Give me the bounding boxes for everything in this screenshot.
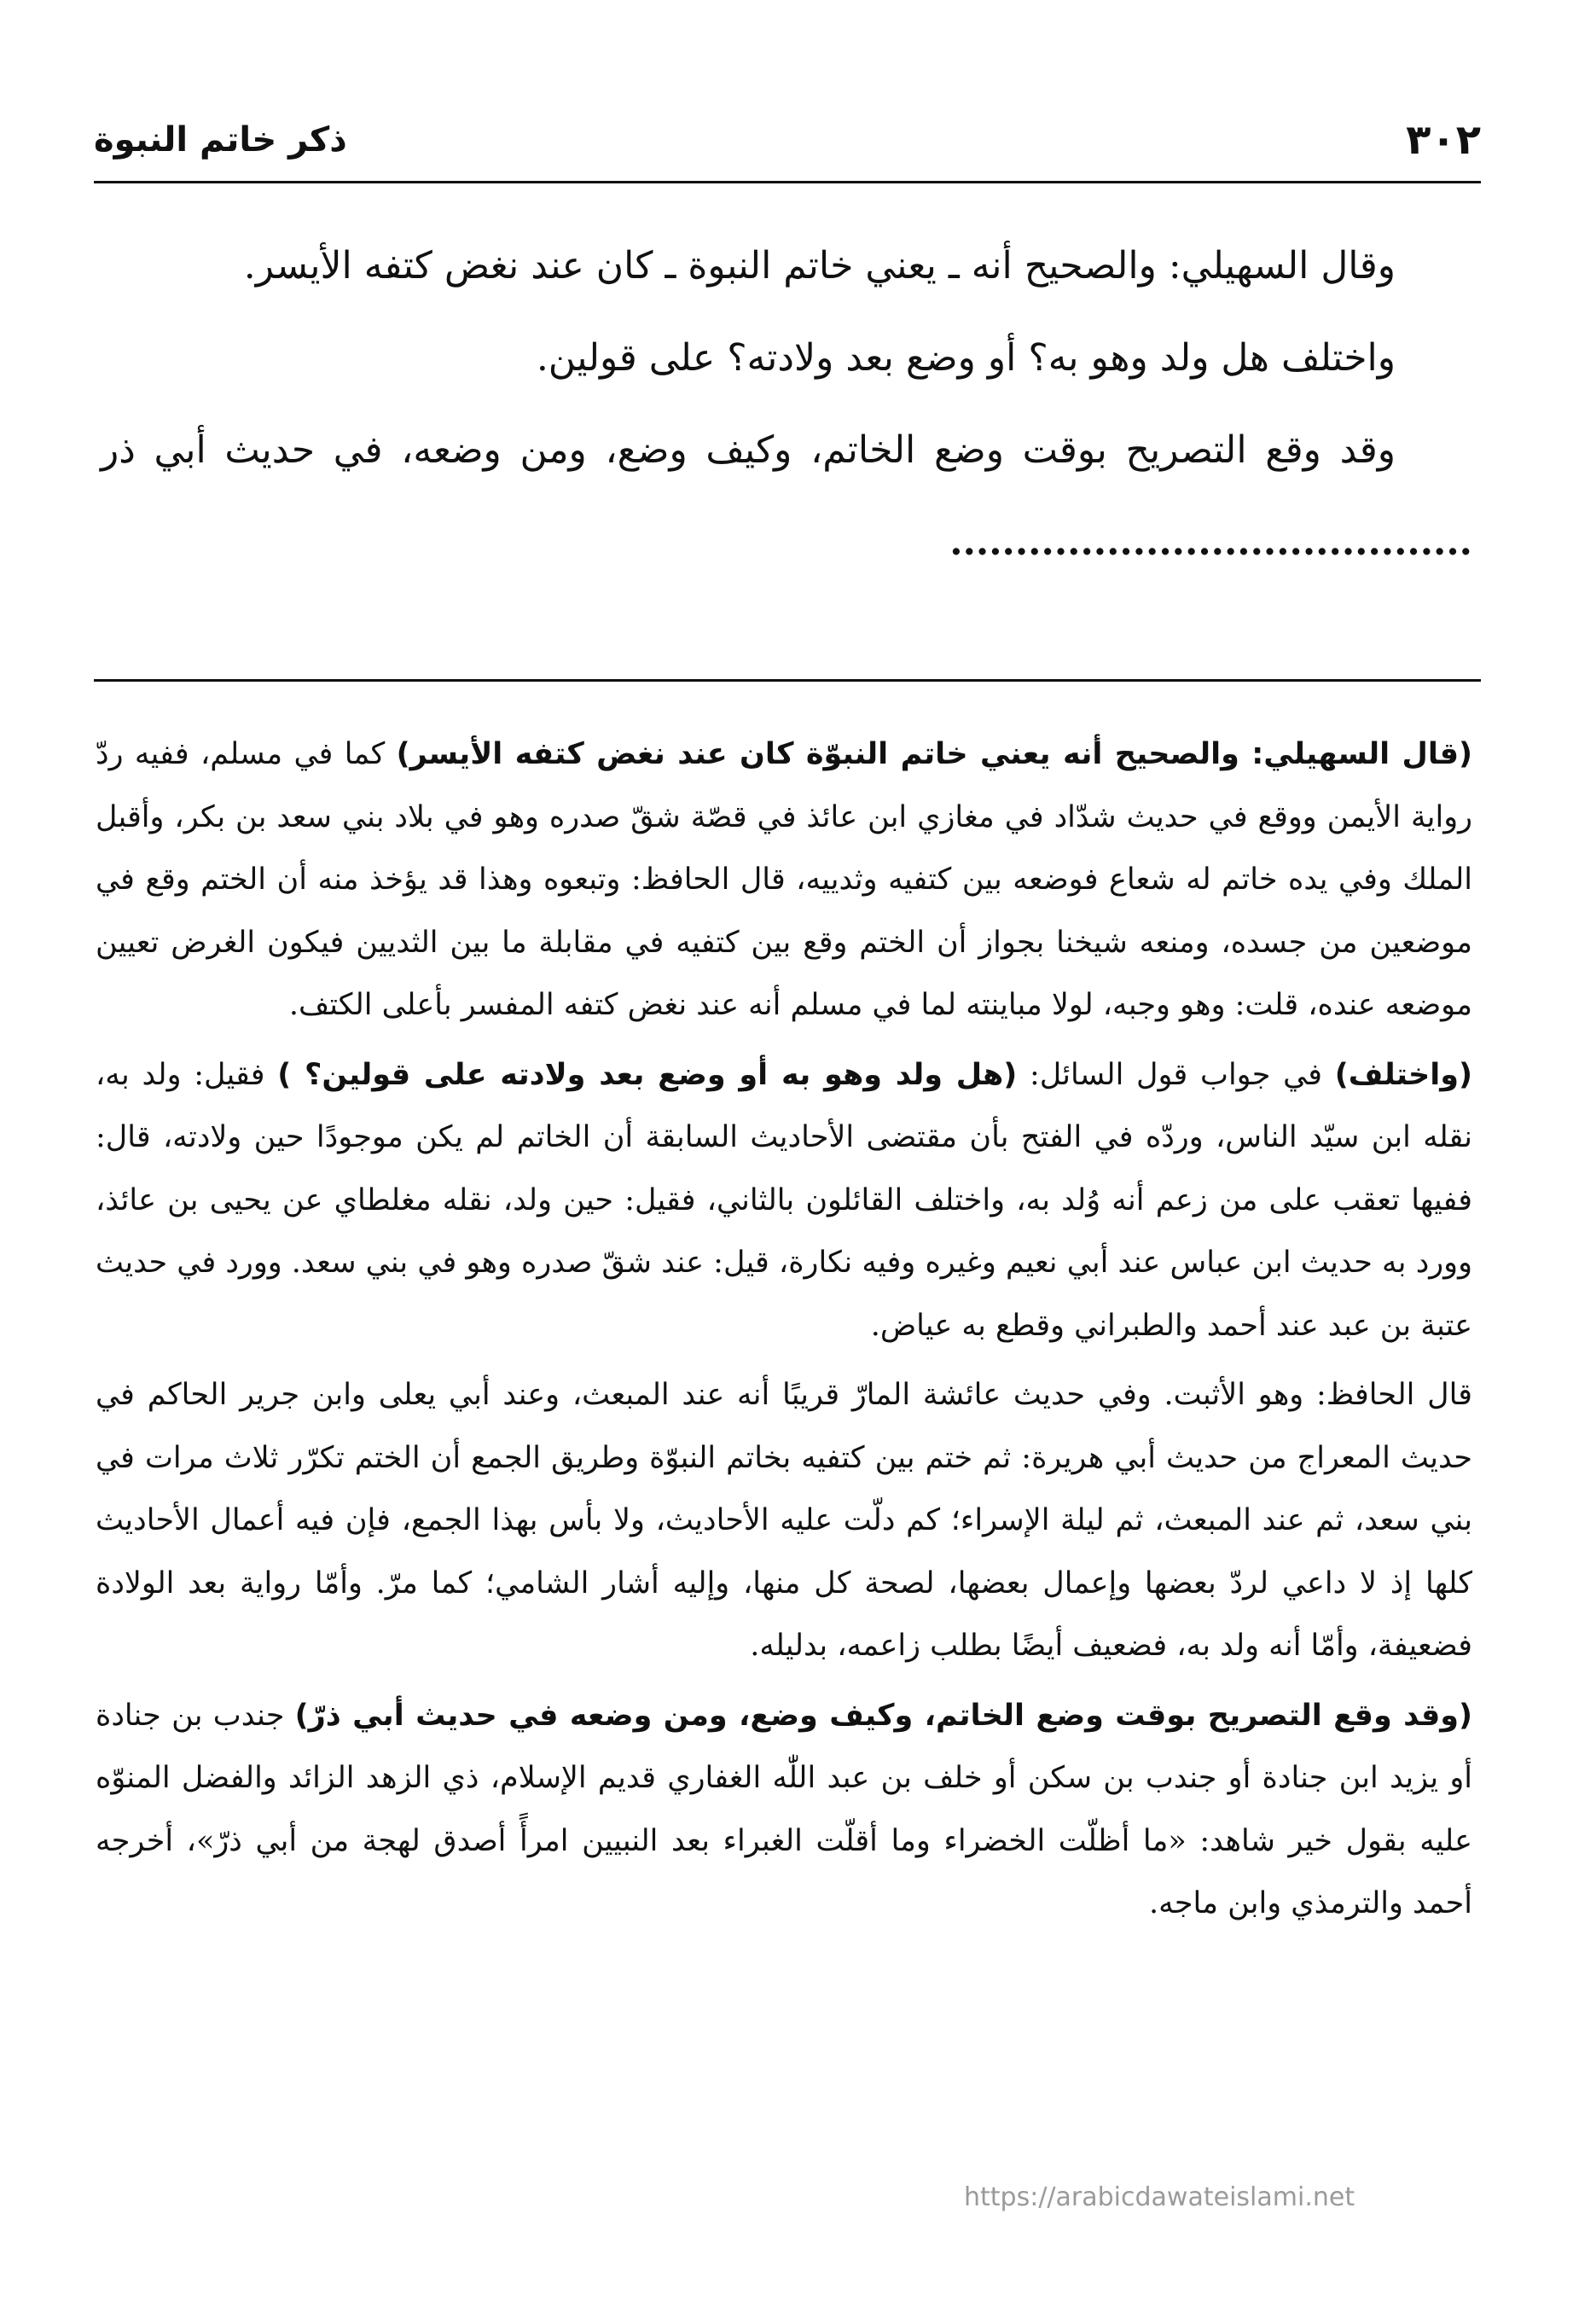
commentary-text-run: في جواب قول السائل:	[1017, 1057, 1335, 1092]
commentary-paragraph-1	[96, 723, 1472, 1037]
matn-paragraph-1: وقال السهيلي: والصحيح أنه ـ يعني خاتم النبوة ـ كان عند نغض كتفه الأيسر.	[243, 244, 1396, 288]
matn-paragraph-3-text: وقد وقع التصريح بوقت وضع الخاتم، وكيف وضع، ومن وضعه، في حديث أبي ذر	[101, 428, 1396, 472]
quoted-matn: (واختلف)	[1334, 1057, 1472, 1092]
commentary-paragraph-2	[96, 1044, 1472, 1358]
commentary-text-run: كما في مسلم، ففيه ردّ رواية الأيمن ووقع في حديث شدّاد في مغازي ابن عائذ في قصّة شقّ صدره وهو في بلاد بني سعد بن بكر، وأقبل الملك وفي يده خاتم له شعاع فوضعه بين كتفيه وثدييه، قال الحافظ: وتبعوه وهذا قد يؤخذ منه أن الختم وقع في موضعين من جسده، ومنعه شيخنا بجواز أن الختم وقع بين كتفيه في مقابلة ما بين الثديين فيكون الغرض تعيين موضعه عنده، قلت: وهو وجبه، لولا مباينته لما في مسلم أنه عند نغض كتفه المفسر بأعلى الكتف.	[96, 737, 1472, 1022]
matn-paragraph-3	[101, 404, 1472, 589]
header-rule	[94, 181, 1481, 183]
quoted-matn: (قال السهيلي: والصحيح أنه يعني خاتم النبوّة كان عند نغض كتفه الأيسر)	[396, 737, 1472, 771]
commentary-text	[96, 723, 1472, 1943]
quoted-matn: (وقد وقع التصريح بوقت وضع الخاتم، وكيف وضع، ومن وضعه في حديث أبي ذرّ)	[294, 1698, 1472, 1733]
ellipsis-dots: ........................................	[949, 520, 1472, 564]
quoted-matn: (هل ولد وهو به أو وضع بعد ولادته على قولين؟ )	[277, 1057, 1018, 1092]
commentary-separator	[94, 679, 1481, 682]
matn-paragraph-2: واختلف هل ولد وهو به؟ أو وضع بعد ولادته؟ على قولين.	[536, 336, 1396, 380]
commentary-text-run: قال الحافظ: وهو الأثبت. وفي حديث عائشة المارّ قريبًا أنه عند المبعث، وعند أبي يعلى وابن جرير الحاكم في حديث المعراج من حديث أبي هريرة: ثم ختم بين كتفيه بخاتم النبوّة وطريق الجمع أن الختم تكرّر ثلاث مرات في بني سعد، ثم عند المبعث، ثم ليلة الإسراء؛ كم دلّت عليه الأحاديث، ولا بأس بهذا الجمع، فإن فيه أعمال الأحاديث كلها إذ لا داعي لردّ بعضها وإعمال بعضها، لصحة كل منها، وإليه أشار الشامي؛ كما مرّ. وأمّا رواية بعد الولادة فضعيفة، وأمّا أنه ولد به، فضعيف أيضًا بطلب زاعمه، بدليله.	[96, 1378, 1472, 1663]
commentary-text-run: جندب بن جنادة أو يزيد ابن جنادة أو جندب بن سكن أو خلف بن عبد اللّٰه الغفاري قديم الإسلام، ذي الزهد الزائد والفضل المنوّه عليه بقول خير شاهد: «ما أظلّت الخضراء وما أقلّت الغبراء بعد النبيين امرأً أصدق لهجة من أبي ذرّ»، أخرجه أحمد والترمذي وابن ماجه.	[96, 1698, 1472, 1920]
watermark-url: https://arabicdawateislami.net	[964, 2182, 1355, 2212]
page-header	[94, 101, 1481, 179]
commentary-paragraph-4	[96, 1685, 1472, 1936]
commentary-text-run: فقيل: ولد به، نقله ابن سيّد الناس، وردّه في الفتح بأن مقتضى الأحاديث السابقة أن الخاتم لم يكن موجودًا حين ولادته، قال: ففيها تعقب على من زعم أنه وُلد به، واختلف القائلون بالثاني، فقيل: حين ولد، نقله مغلطاي عن يحيى بن عائذ، وورد به حديث ابن عباس عند أبي نعيم وغيره وفيه نكارة، قيل: عند شقّ صدره وهو في بني سعد. وورد في حديث عتبة بن عبد عند أحمد والطبراني وقطع به عياض.	[96, 1057, 1472, 1343]
commentary-paragraph-3	[96, 1364, 1472, 1678]
page-number: ٣٠٢	[1406, 116, 1481, 164]
main-text	[101, 220, 1472, 589]
running-title: ذكر خاتم النبوة	[94, 120, 347, 160]
